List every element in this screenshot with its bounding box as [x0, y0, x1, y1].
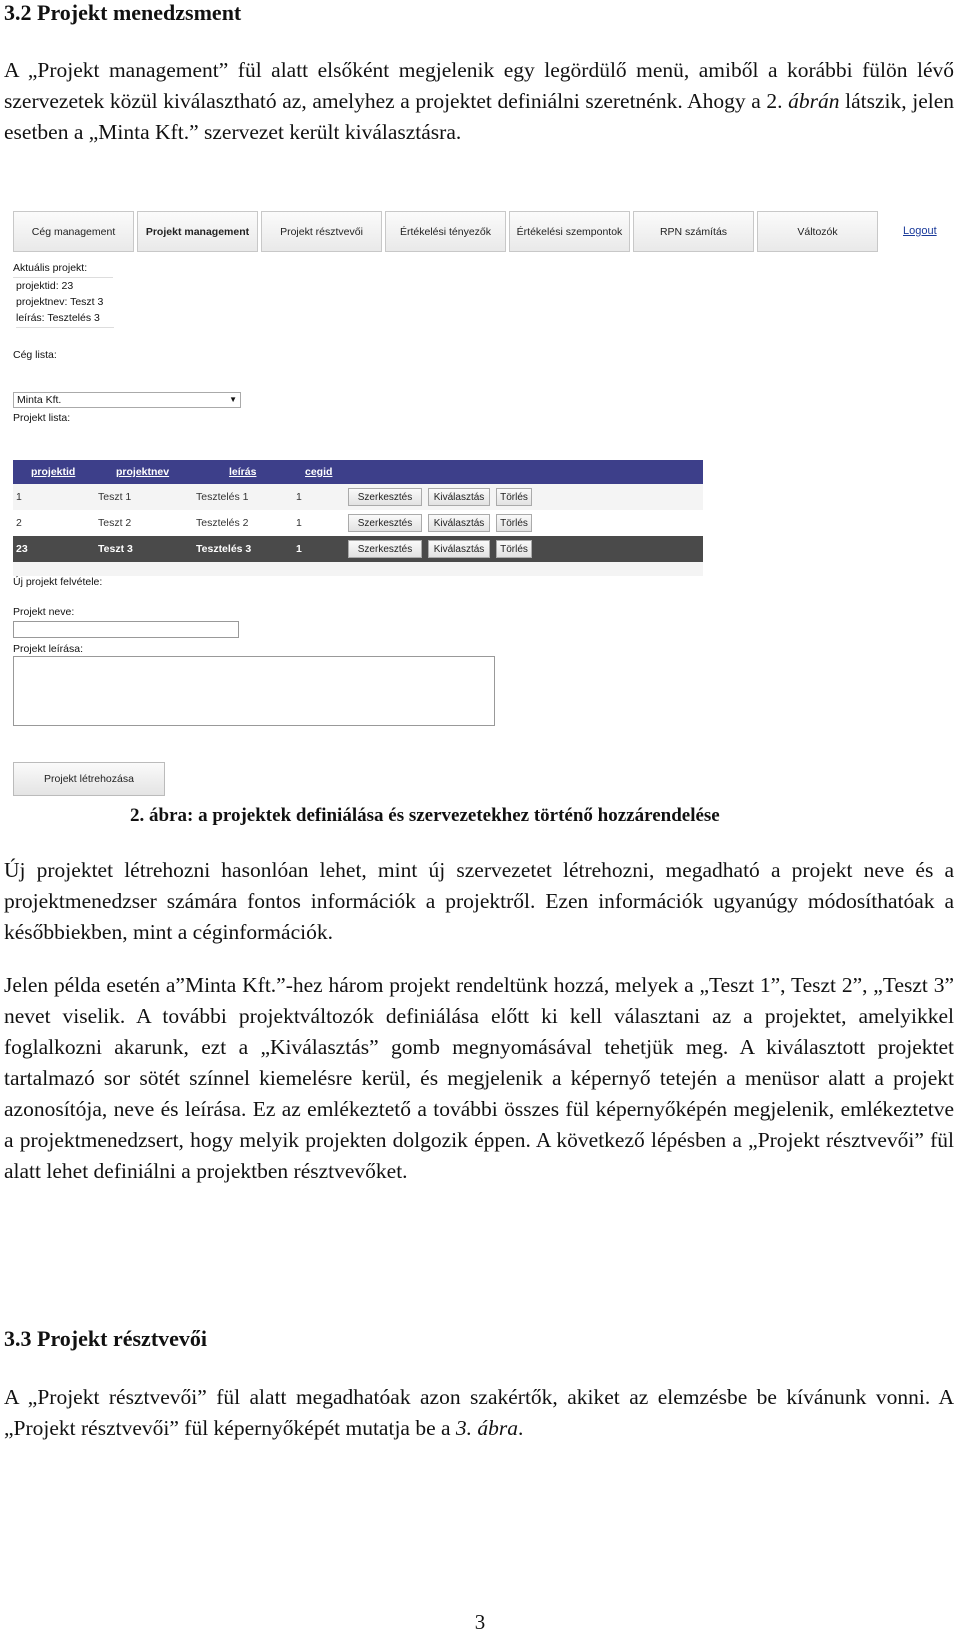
cell-name: Teszt 1: [98, 491, 132, 503]
cell-cegid: 1: [296, 543, 302, 555]
project-name-input[interactable]: [13, 621, 239, 638]
paragraph-new-project: Új projektet létrehozni hasonlóan lehet, mint új szervezetet létrehozni, megadható a projekt neve és a projektmenedzser számára fontos információk a projektről. Ezen információk ugyanúgy módosíthatóak a későbbiekben, mint a céginformációk.: [4, 858, 954, 944]
cell-desc: Tesztelés 2: [196, 517, 249, 529]
cell-desc: Tesztelés 3: [196, 543, 252, 555]
tab-ertekelesi-szempontok[interactable]: Értékelési szempontok: [509, 211, 630, 252]
intro-tail: látszik, jelen esetben a „Minta Kft.” szervezet került kiválasztásra.: [4, 89, 954, 144]
paragraph-example: Jelen példa esetén a”Minta Kft.”-hez három projekt rendeltünk hozzá, melyek a „Teszt 1”, Teszt 2”, „Teszt 3” nevet viselik. A további projektváltozók definiálása előtt ki kell választani az a projektet, amelyikkel foglalkozni akarunk, ezt a „Kiválasztás” gomb megnyomásával tehetjük meg. A kiválasztott projektet tartalmazó sor sötét színnel kiemelésre kerül, és megjelenik a képernyő tetején a menüsor alatt a projekt azonosítója, neve és leírása. Ez az emlékeztető a további összes fül képernyőképén megjelenik, emlékeztetve a projektmenedzsert, hogy melyik projekten dolgozik éppen. A következő lépésben a „Projekt résztvevői” fül alatt lehet definiálni a projektben résztvevőket.: [4, 973, 954, 1183]
select-button[interactable]: Kiválasztás: [428, 540, 490, 558]
create-project-button[interactable]: Projekt létrehozása: [13, 762, 165, 796]
table-header: [13, 460, 703, 484]
current-project-label: Aktuális projekt:: [13, 260, 113, 278]
tab-projekt-management[interactable]: Projekt management: [137, 211, 258, 252]
tab-ertekelesi-tenyezok[interactable]: Értékelési tényezők: [385, 211, 506, 252]
participants-text: A „Projekt résztvevői” fül alatt megadhatóak azon szakértők, akiket az elemzésbe be kívánunk vonni. A „Projekt résztvevői” fül képernyőképét mutatja be a: [4, 1385, 954, 1440]
table-row: [13, 510, 703, 536]
participants-emphasis: 3. ábra: [455, 1416, 519, 1440]
company-list-label: Cég lista:: [13, 349, 57, 361]
select-button[interactable]: Kiválasztás: [428, 514, 490, 532]
tab-bar: [13, 211, 881, 254]
tab-ceg-management[interactable]: Cég management: [13, 211, 134, 252]
figure-caption: 2. ábra: a projektek definiálása és szervezetekhez történő hozzárendelése: [130, 805, 720, 826]
col-cegid[interactable]: cegid: [305, 466, 333, 478]
intro-emphasis: ábrán: [788, 89, 840, 113]
table-row-selected: [13, 536, 703, 562]
project-table: [13, 460, 703, 576]
cell-id: 1: [16, 491, 22, 503]
cell-id: 2: [16, 517, 22, 529]
cell-cegid: 1: [296, 517, 302, 529]
current-project-desc: leírás: Tesztelés 3: [16, 310, 114, 328]
select-button[interactable]: Kiválasztás: [428, 488, 490, 506]
col-projektid[interactable]: projektid: [31, 466, 76, 478]
tab-valtozok[interactable]: Változók: [757, 211, 878, 252]
edit-button[interactable]: Szerkesztés: [348, 514, 422, 532]
cell-name: Teszt 3: [98, 543, 133, 555]
project-name-label: Projekt neve:: [13, 606, 75, 618]
edit-button[interactable]: Szerkesztés: [348, 488, 422, 506]
cell-id: 23: [16, 543, 28, 555]
tab-rpn-szamitas[interactable]: RPN számítás: [633, 211, 754, 252]
delete-button[interactable]: Törlés: [496, 540, 532, 558]
cell-desc: Tesztelés 1: [196, 491, 249, 503]
figure-screenshot: [10, 210, 937, 840]
intro-text: A „Projekt management” fül alatt elsőként megjelenik egy legördülő menü, amiből a korábbi fülön lévő szervezetek közül kiválasztható az, amelyhez a projektet definiálni szeretnénk. Ahogy a 2.: [4, 58, 954, 113]
cell-cegid: 1: [296, 491, 302, 503]
section-heading-2: 3.3 Projekt résztvevői: [4, 1326, 208, 1351]
edit-button[interactable]: Szerkesztés: [348, 540, 422, 558]
company-select-value: Minta Kft.: [17, 394, 62, 406]
delete-button[interactable]: Törlés: [496, 488, 532, 506]
project-desc-label: Projekt leírása:: [13, 643, 84, 655]
table-row: [13, 484, 703, 510]
company-select[interactable]: [13, 392, 241, 408]
section-heading: 3.2 Projekt menedzsment: [4, 0, 242, 25]
col-projektnev[interactable]: projektnev: [116, 466, 170, 478]
new-project-label: Új projekt felvétele:: [13, 576, 103, 588]
participants-tail: .: [518, 1416, 524, 1440]
table-footer: [13, 562, 703, 576]
intro-paragraph: [4, 55, 954, 148]
cell-name: Teszt 2: [98, 517, 132, 529]
page-number: 3: [474, 1610, 486, 1634]
logout-link[interactable]: Logout: [903, 225, 937, 237]
current-project-id: projektid: 23: [16, 280, 74, 292]
project-list-label: Projekt lista:: [13, 412, 71, 424]
tab-projekt-resztvevoi[interactable]: Projekt résztvevői: [261, 211, 382, 252]
chevron-down-icon: ▼: [229, 395, 237, 404]
col-leiras[interactable]: leírás: [229, 466, 257, 478]
delete-button[interactable]: Törlés: [496, 514, 532, 532]
current-project-name: projektnev: Teszt 3: [16, 296, 104, 308]
project-desc-textarea[interactable]: [13, 656, 495, 726]
paragraph-participants: [4, 1382, 954, 1444]
